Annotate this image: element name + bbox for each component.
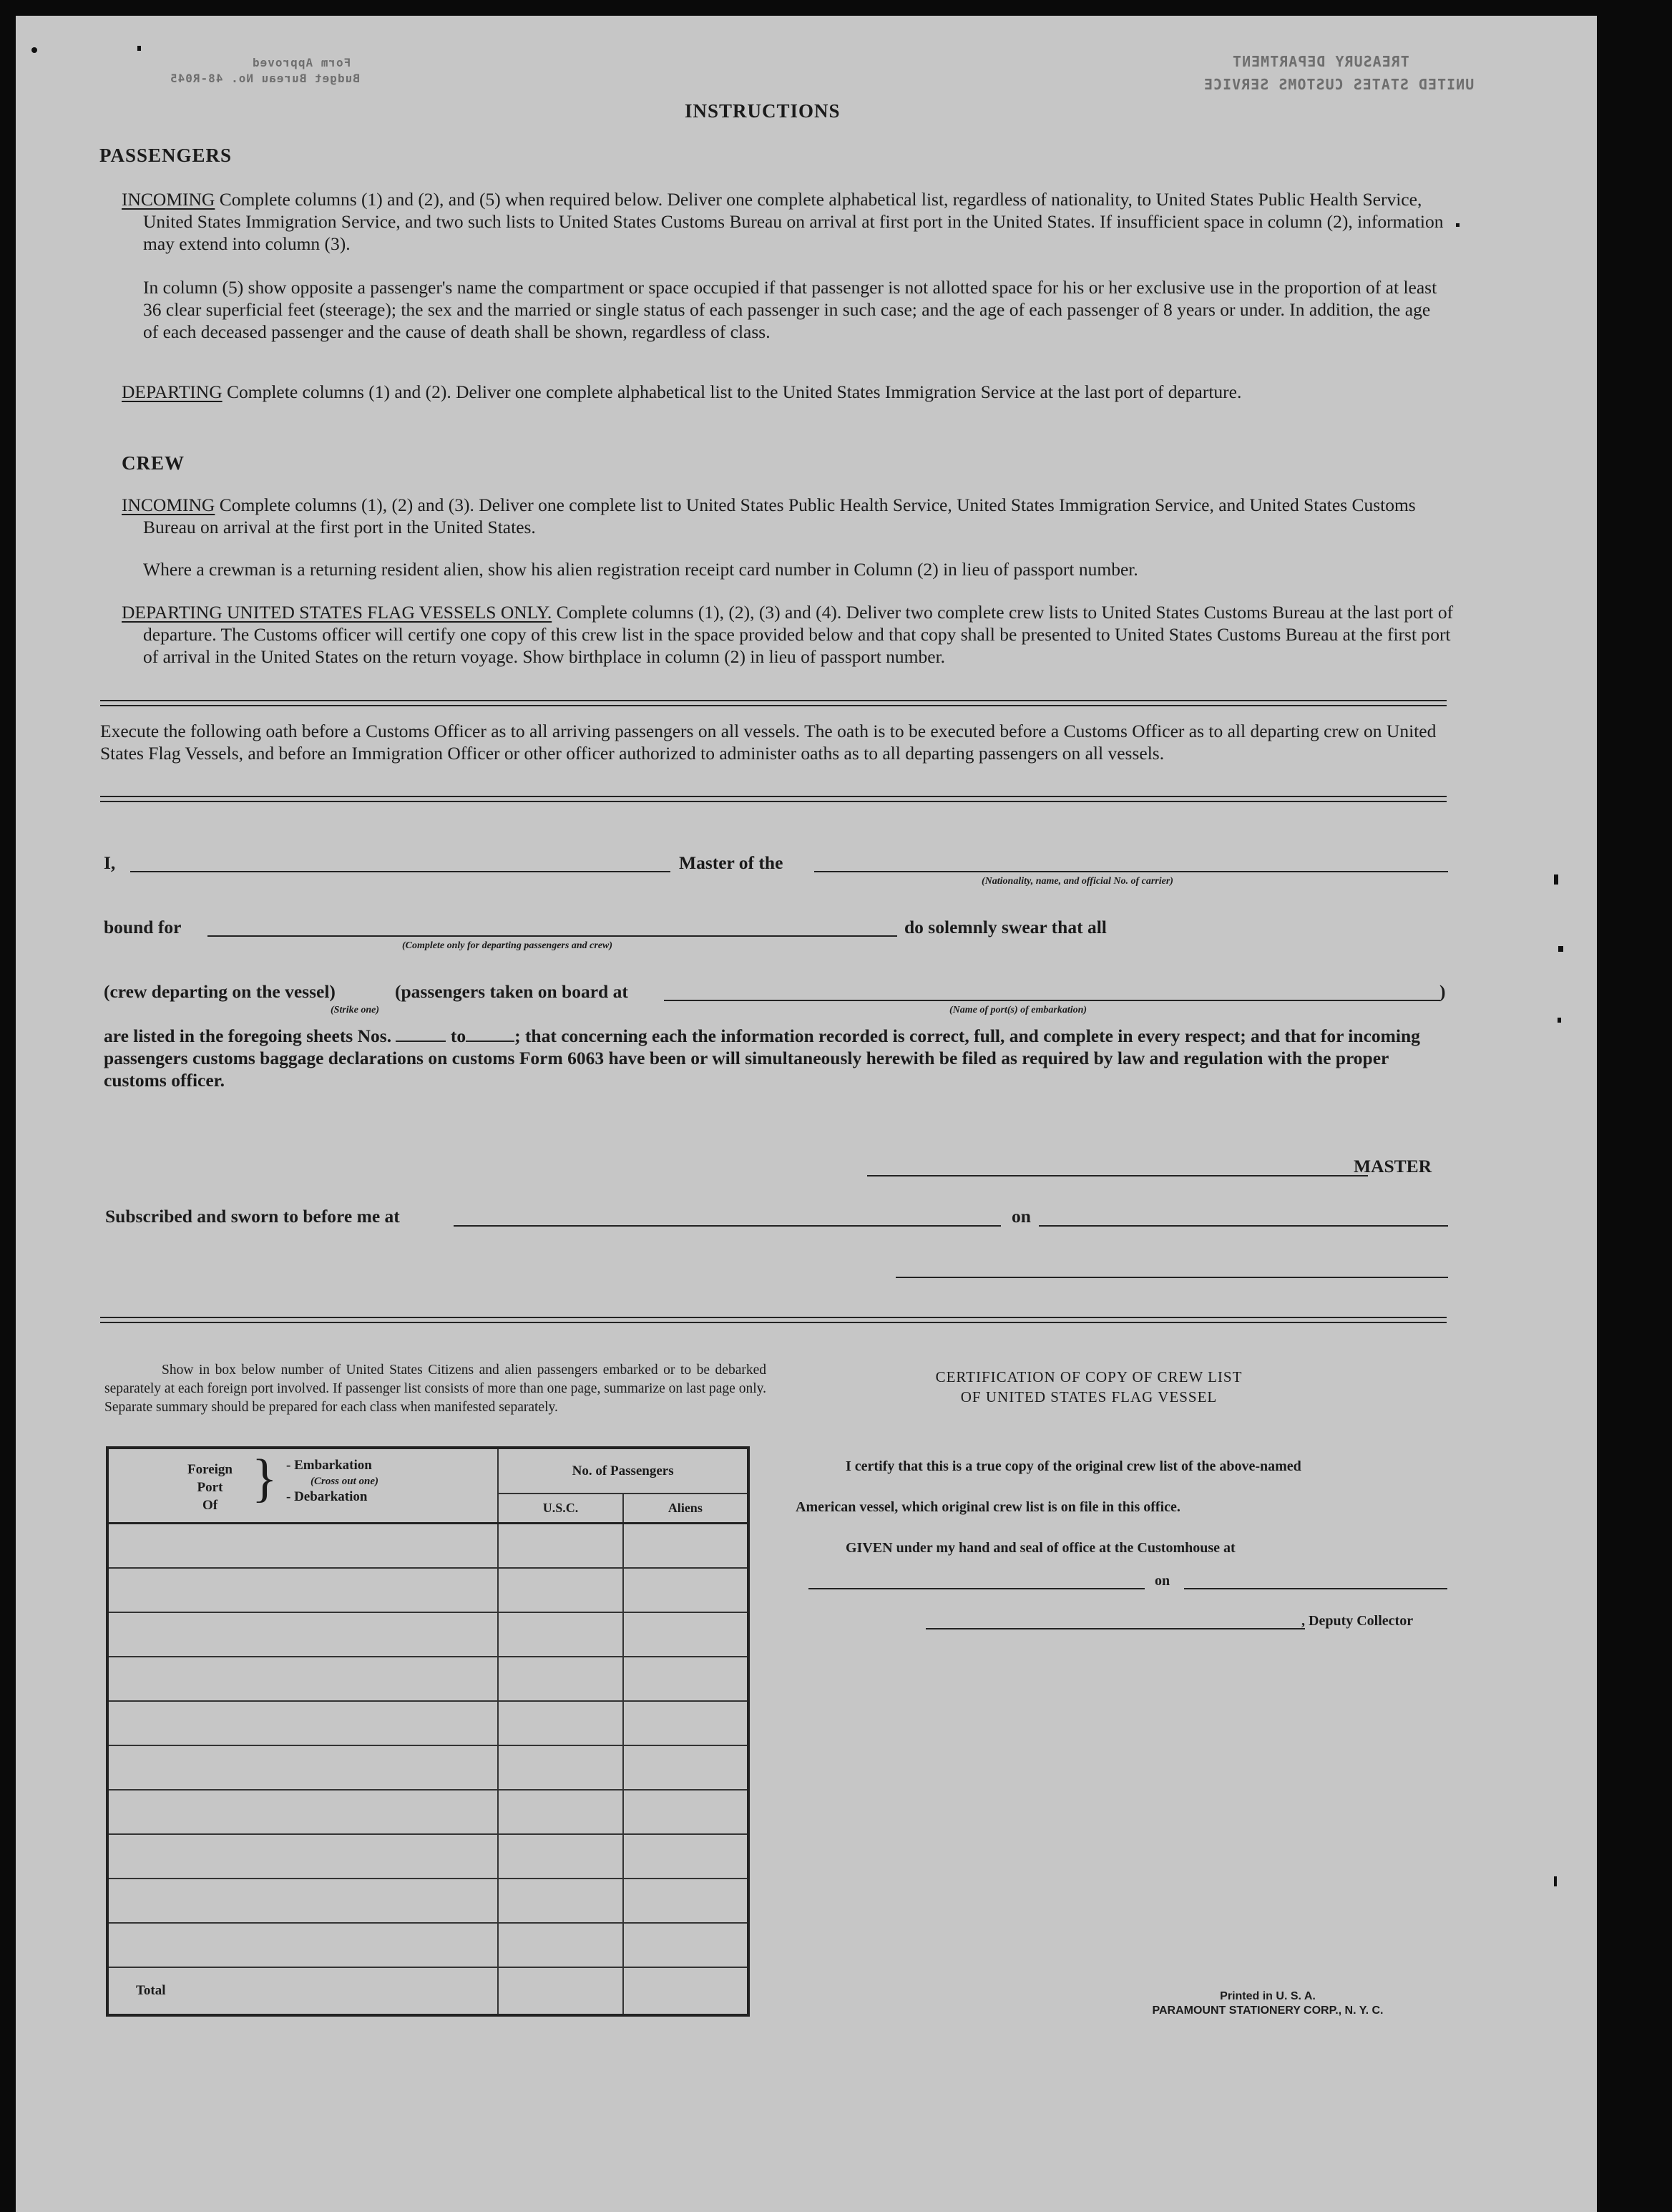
total-label: Total bbox=[107, 1967, 498, 2015]
port-cell[interactable] bbox=[107, 1657, 498, 1701]
cross-out-hint: (Cross out one) bbox=[311, 1476, 379, 1487]
table-row bbox=[107, 1657, 748, 1701]
usc-header: U.S.C. bbox=[498, 1494, 622, 1523]
table-row bbox=[107, 1612, 748, 1657]
speck bbox=[1558, 946, 1563, 952]
crew-departing-paragraph bbox=[122, 601, 1460, 668]
certification-text-1: I certify that this is a true copy of the original crew list of the above-named bbox=[846, 1458, 1301, 1474]
port-cell[interactable] bbox=[107, 1834, 498, 1879]
aliens-cell[interactable] bbox=[623, 1612, 748, 1657]
strike-one-hint: (Strike one) bbox=[331, 1005, 380, 1015]
carrier-field[interactable] bbox=[814, 871, 1448, 872]
bleed-through-header-2: UNITED STATES CUSTOMS SERVICE bbox=[1203, 76, 1475, 93]
port-cell[interactable] bbox=[107, 1612, 498, 1657]
certification-given: GIVEN under my hand and seal of office at the Customhouse at bbox=[846, 1540, 1236, 1556]
table-row bbox=[107, 1790, 748, 1834]
ports-hint: (Name of port(s) of embarkation) bbox=[949, 1005, 1087, 1015]
bleed-through-header-1: TREASURY DEPARTMENT bbox=[1232, 53, 1409, 70]
table-row bbox=[107, 1923, 748, 1967]
subscribed-date-field[interactable] bbox=[1039, 1225, 1448, 1227]
master-of-the-label: Master of the bbox=[679, 852, 783, 873]
total-row bbox=[107, 1967, 748, 2015]
master-name-field[interactable] bbox=[130, 871, 670, 872]
divider bbox=[100, 796, 1447, 802]
crew-departing-option: (crew departing on the vessel) bbox=[104, 981, 336, 1002]
bleed-through-form-approved: Form Approved bbox=[252, 56, 351, 69]
foreign-label: Foreign bbox=[187, 1462, 233, 1477]
aliens-cell[interactable] bbox=[623, 1834, 748, 1879]
table-row bbox=[107, 1568, 748, 1612]
usc-cell[interactable] bbox=[498, 1923, 622, 1967]
table-row bbox=[107, 1701, 748, 1745]
usc-cell[interactable] bbox=[498, 1701, 622, 1745]
passengers-departing-label: DEPARTING bbox=[122, 381, 223, 402]
summary-instructions: Show in box below number of United States Citizens and alien passengers embarked or to be debarked separately at each foreign port involved. If passenger list consists of more than one page, summarize on last page only. Separate summary should be prepared for each class when manifested separately. bbox=[104, 1363, 766, 1415]
certification-on-label: on bbox=[1155, 1573, 1170, 1589]
table-row bbox=[107, 1834, 748, 1879]
master-label: MASTER bbox=[1354, 1156, 1432, 1176]
printer-imprint bbox=[1089, 1989, 1447, 2018]
passengers-departing-paragraph bbox=[122, 381, 1460, 403]
debarkation-label: - Debarkation bbox=[286, 1489, 368, 1504]
certification-heading-2: OF UNITED STATES FLAG VESSEL bbox=[960, 1388, 1218, 1405]
speck bbox=[1558, 1018, 1561, 1023]
no-passengers-header: No. of Passengers bbox=[498, 1448, 748, 1494]
usc-cell[interactable] bbox=[498, 1568, 622, 1612]
aliens-total-cell[interactable] bbox=[623, 1967, 748, 2015]
ports-field[interactable] bbox=[664, 1000, 1440, 1001]
aliens-cell[interactable] bbox=[623, 1568, 748, 1612]
embark-options bbox=[286, 1458, 378, 1505]
printed-in-usa: Printed in U. S. A. bbox=[1220, 1990, 1316, 2002]
subscribed-label: Subscribed and sworn to before me at bbox=[105, 1206, 400, 1227]
aliens-cell[interactable] bbox=[623, 1790, 748, 1834]
crew-heading: CREW bbox=[122, 452, 185, 474]
certification-heading bbox=[874, 1367, 1304, 1407]
aliens-cell[interactable] bbox=[623, 1745, 748, 1790]
crew-incoming-text: Complete columns (1), (2) and (3). Deliver one complete list to United States Public Health Service, United States Immigration Service, and United States Customs Bureau on arrival at the first port in the United States. bbox=[143, 494, 1416, 537]
usc-cell[interactable] bbox=[498, 1612, 622, 1657]
oath-instructions: Execute the following oath before a Customs Officer as to all arriving passengers on all vessels. The oath is to be executed before a Customs Officer as to all departing crew on United States Flag Vessels, and before an Immigration Officer or other officer authorized to administer oaths as to all departing passengers on all vessels. bbox=[100, 721, 1437, 764]
divider bbox=[100, 700, 1447, 706]
sheet-to-field[interactable] bbox=[466, 1026, 514, 1042]
listed-rest: ; that concerning each the information recorded is correct, full, and complete in every respect; and that for incoming passengers customs baggage declarations on customs Form 6063 have been or will simultaneously herewith be filed as required by law and regulation with the proper customs officer. bbox=[104, 1025, 1420, 1091]
usc-cell[interactable] bbox=[498, 1790, 622, 1834]
usc-cell[interactable] bbox=[498, 1879, 622, 1923]
passengers-departing-text: Complete columns (1) and (2). Deliver one complete alphabetical list to the United States Immigration Service at the last port of departure. bbox=[222, 381, 1242, 402]
bound-for-hint: (Complete only for departing passengers and crew) bbox=[402, 940, 612, 951]
usc-total-cell[interactable] bbox=[498, 1967, 622, 2015]
form-page bbox=[16, 16, 1597, 2212]
printer-name: PARAMOUNT STATIONERY CORP., N. Y. C. bbox=[1152, 2004, 1384, 2017]
divider bbox=[100, 1317, 1447, 1323]
aliens-cell[interactable] bbox=[623, 1524, 748, 1569]
speck bbox=[137, 46, 141, 51]
usc-cell[interactable] bbox=[498, 1745, 622, 1790]
listed-to-label: to bbox=[450, 1025, 466, 1046]
crew-incoming-label: INCOMING bbox=[122, 494, 215, 515]
certification-heading-1: CERTIFICATION OF COPY OF CREW LIST bbox=[935, 1368, 1243, 1385]
usc-cell[interactable] bbox=[498, 1524, 622, 1569]
crew-departing-text: Complete columns (1), (2), (3) and (4). Deliver two complete crew lists to United States Customs Bureau at the last port of departure. The Customs officer will certify one copy of this crew list in the space provided below and that copy shall be presented to United States Customs Bureau at the first port of arrival in the United States on the return voyage. Show birthplace in column (2) in lieu of passport number. bbox=[143, 602, 1454, 667]
port-cell[interactable] bbox=[107, 1524, 498, 1569]
speck bbox=[1554, 874, 1558, 885]
speck bbox=[31, 47, 37, 53]
port-cell[interactable] bbox=[107, 1745, 498, 1790]
usc-cell[interactable] bbox=[498, 1657, 622, 1701]
subscribed-place-field[interactable] bbox=[454, 1225, 1001, 1227]
deputy-collector-label: , Deputy Collector bbox=[1301, 1613, 1414, 1629]
close-paren: ) bbox=[1439, 981, 1446, 1002]
port-header-text bbox=[187, 1461, 233, 1514]
crew-incoming-paragraph bbox=[122, 494, 1460, 538]
table-row bbox=[107, 1879, 748, 1923]
bound-for-field[interactable] bbox=[207, 935, 897, 937]
aliens-cell[interactable] bbox=[623, 1701, 748, 1745]
brace-glyph: } bbox=[252, 1449, 278, 1508]
table-row bbox=[107, 1524, 748, 1569]
aliens-cell[interactable] bbox=[623, 1923, 748, 1967]
crew-resident-paragraph: Where a crewman is a returning resident alien, show his alien registration receipt card number in Column (2) in lieu of passport number. bbox=[143, 559, 1138, 580]
port-cell[interactable] bbox=[107, 1568, 498, 1612]
passengers-incoming-text: Complete columns (1) and (2), and (5) when required below. Deliver one complete alphabetical list, regardless of nationality, to United States Public Health Service, United States Immigration Service, and two such lists to United States Customs Bureau on arrival at first port in the United States. If insufficient space in column (2), information may extend into column (3). bbox=[143, 189, 1444, 254]
aliens-header: Aliens bbox=[623, 1494, 748, 1523]
page-title: INSTRUCTIONS bbox=[685, 100, 841, 122]
master-signature-field[interactable] bbox=[867, 1175, 1368, 1176]
subscribed-on-label: on bbox=[1012, 1206, 1031, 1227]
usc-cell[interactable] bbox=[498, 1834, 622, 1879]
customhouse-field[interactable] bbox=[808, 1588, 1145, 1589]
port-cell[interactable] bbox=[107, 1701, 498, 1745]
aliens-cell[interactable] bbox=[623, 1879, 748, 1923]
passengers-incoming-paragraph bbox=[122, 188, 1460, 255]
port-cell[interactable] bbox=[107, 1879, 498, 1923]
port-cell[interactable] bbox=[107, 1790, 498, 1834]
passengers-incoming-label: INCOMING bbox=[122, 189, 215, 210]
of-label: Of bbox=[202, 1498, 218, 1513]
embarkation-label: - Embarkation bbox=[286, 1458, 372, 1473]
bleed-through-budget: Budget Bureau No. 48-R045 bbox=[170, 72, 360, 85]
passengers-column5-paragraph: In column (5) show opposite a passenger's name the compartment or space occupied if that passenger is not allotted space for his or her exclusive use in the proportion of at least 36 clear superficial feet (steerage); the sex and the married or single status of each passenger in such case; and the age of each passenger of 8 years or under. In addition, the age of each deceased passenger and the cause of death shall be shown, regardless of class. bbox=[143, 277, 1437, 342]
bound-for-label: bound for bbox=[104, 917, 182, 937]
deputy-signature-field[interactable] bbox=[926, 1628, 1305, 1629]
aliens-cell[interactable] bbox=[623, 1657, 748, 1701]
passenger-summary-table bbox=[106, 1446, 750, 2017]
speck bbox=[1554, 1876, 1557, 1886]
port-label: Port bbox=[197, 1480, 223, 1495]
crew-departing-label: DEPARTING UNITED STATES FLAG VESSELS ONLY. bbox=[122, 602, 552, 623]
certification-date-field[interactable] bbox=[1184, 1588, 1447, 1589]
port-cell[interactable] bbox=[107, 1923, 498, 1967]
port-header-cell bbox=[107, 1448, 498, 1524]
officer-signature-field[interactable] bbox=[896, 1277, 1448, 1278]
passengers-heading: PASSENGERS bbox=[99, 145, 233, 166]
certification-text-2: American vessel, which original crew list is on file in this office. bbox=[796, 1499, 1180, 1515]
carrier-hint: (Nationality, name, and official No. of carrier) bbox=[982, 876, 1173, 887]
sheet-from-field[interactable] bbox=[396, 1026, 446, 1042]
oath-i: I, bbox=[104, 852, 116, 873]
listed-label: are listed in the foregoing sheets Nos. bbox=[104, 1025, 392, 1046]
swear-label: do solemnly swear that all bbox=[904, 917, 1107, 937]
passengers-taken-option: (passengers taken on board at bbox=[395, 981, 628, 1002]
listed-paragraph bbox=[104, 1025, 1449, 1091]
table-row bbox=[107, 1745, 748, 1790]
